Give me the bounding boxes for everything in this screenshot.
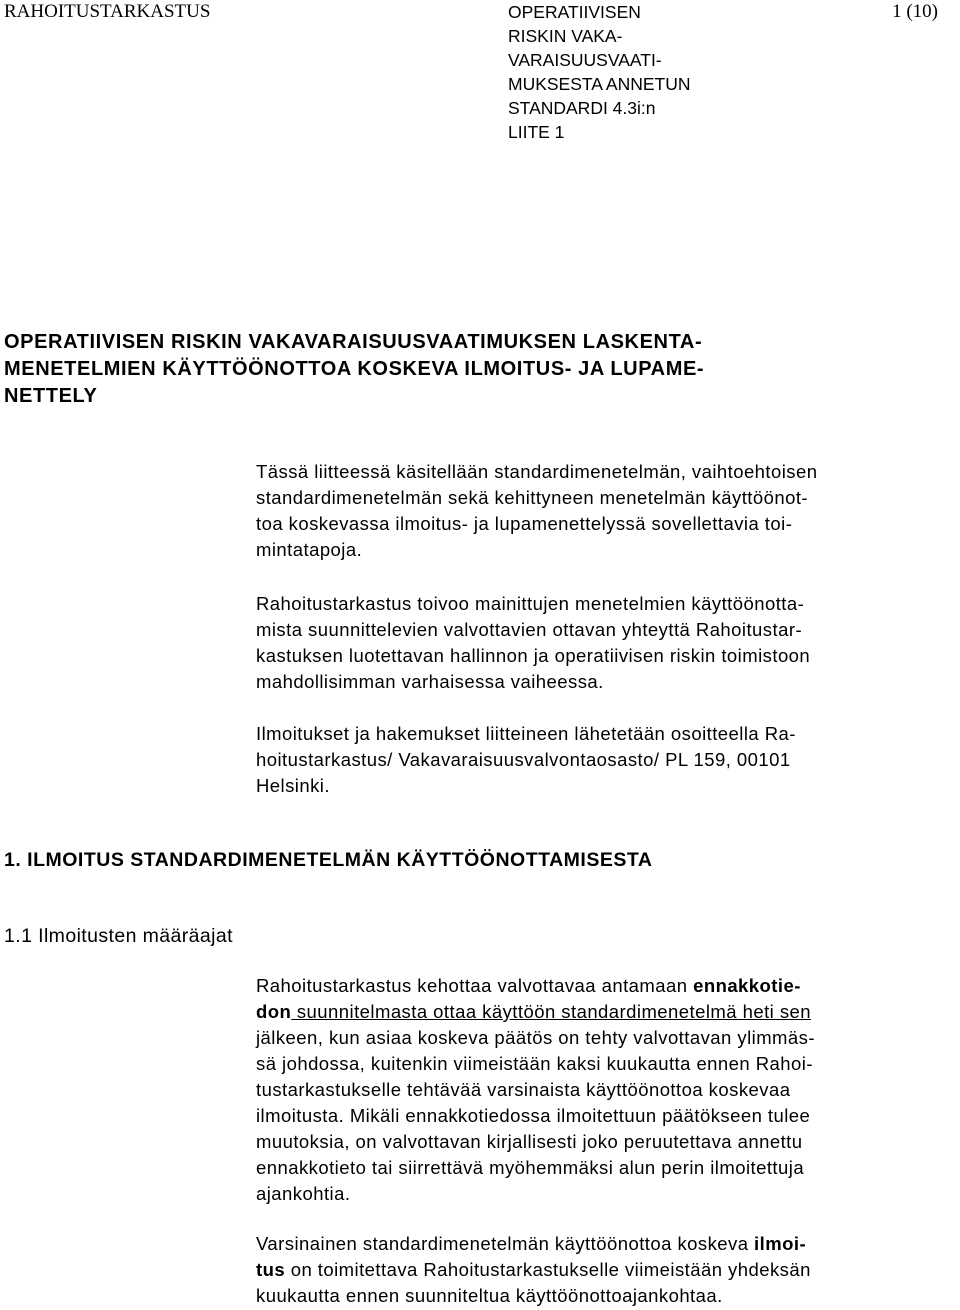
notification-deadline-paragraph [256, 1231, 946, 1309]
text-line: Rahoitustarkastus toivoo mainittujen menetelmien käyttöönotta- [256, 593, 805, 614]
address-paragraph [256, 721, 946, 799]
text-line: tustarkastukselle tehtävää varsinaista käyttöönottoa koskevaa [256, 1079, 791, 1100]
text-run: Rahoitustarkastus kehottaa valvottavaa antamaan [256, 975, 694, 996]
text-line: mintatapoja. [256, 539, 363, 560]
subsection-1-1-heading: 1.1 Ilmoitusten määräajat [4, 925, 233, 947]
text-line: sä johdossa, kuitenkin viimeistään kaksi kuukautta ennen Rahoi- [256, 1053, 813, 1074]
text-line: Ilmoitukset ja hakemukset liitteineen lähetetään osoitteella Ra- [256, 723, 796, 744]
contact-recommendation-paragraph [256, 591, 946, 695]
text-line: standardimenetelmän sekä kehittyneen menetelmän käyttöönot- [256, 487, 809, 508]
text-line: Tässä liitteessä käsitellään standardimenetelmän, vaihtoehtoisen [256, 461, 818, 482]
text-line [256, 999, 946, 1025]
text-line: toa koskevassa ilmoitus- ja lupamenettelyssä sovellettavia toi- [256, 513, 793, 534]
text-line [256, 1257, 946, 1283]
header-ref-line: MUKSESTA ANNETUN [508, 74, 691, 94]
text-line [256, 973, 946, 999]
header-ref-line: RISKIN VAKA- [508, 26, 623, 46]
text-run: on toimitettava Rahoitustarkastukselle viimeistään yhdeksän [285, 1259, 811, 1280]
text-line [256, 1231, 946, 1257]
text-line: ilmoitusta. Mikäli ennakkotiedossa ilmoitettuun päätökseen tulee [256, 1105, 811, 1126]
header-organization: RAHOITUSTARKASTUS [4, 1, 211, 22]
text-line: muutoksia, on valvottavan kirjallisesti joko peruutettava annettu [256, 1131, 803, 1152]
emphasis-text: don [256, 1001, 292, 1022]
section-1-heading: 1. ILMOITUS STANDARDIMENETELMÄN KÄYTTÖÖNOTTAMISESTA [4, 849, 653, 871]
text-line: kuukautta ennen suunniteltua käyttöönottoajankohtaa. [256, 1285, 723, 1306]
header-ref-line: VARAISUUSVAATI- [508, 50, 662, 70]
header-ref-line: LIITE 1 [508, 122, 565, 142]
page-number: 1 (10) [892, 1, 938, 22]
intro-paragraph [256, 459, 946, 563]
emphasis-text: ennakkotie- [693, 975, 801, 996]
header-ref-line: OPERATIIVISEN [508, 2, 641, 22]
text-run: suunnitelmasta ottaa käyttöön standardimenetelmä heti sen [291, 1001, 811, 1022]
header-ref-line: STANDARDI 4.3i:n [508, 98, 656, 118]
text-line: kastuksen luotettavan hallinnon ja operatiivisen riskin toimistoon [256, 645, 811, 666]
title-line: OPERATIIVISEN RISKIN VAKAVARAISUUSVAATIMUKSEN LASKENTA- [4, 331, 703, 353]
title-line: MENETELMIEN KÄYTTÖÖNOTTOA KOSKEVA ILMOITUS- JA LUPAME- [4, 358, 705, 380]
text-line: jälkeen, kun asiaa koskeva päätös on tehty valvottavan ylimmäs- [256, 1027, 815, 1048]
document-title [4, 329, 944, 410]
title-line: NETTELY [4, 385, 98, 407]
text-line: ennakkotieto tai siirrettävä myöhemmäksi alun perin ilmoitettuja [256, 1157, 805, 1178]
text-run: Varsinainen standardimenetelmän käyttöönottoa koskeva [256, 1233, 755, 1254]
header-document-reference [508, 0, 738, 144]
text-line: ajankohtia. [256, 1183, 351, 1204]
text-line: Helsinki. [256, 775, 330, 796]
text-line: mista suunnittelevien valvottavien ottavan yhteyttä Rahoitustar- [256, 619, 803, 640]
emphasis-text: ilmoi- [754, 1233, 807, 1254]
text-line: mahdollisimman varhaisessa vaiheessa. [256, 671, 604, 692]
advance-notice-paragraph [256, 973, 946, 1207]
text-line: hoitustarkastus/ Vakavaraisuusvalvontaosasto/ PL 159, 00101 [256, 749, 791, 770]
emphasis-text: tus [256, 1259, 286, 1280]
